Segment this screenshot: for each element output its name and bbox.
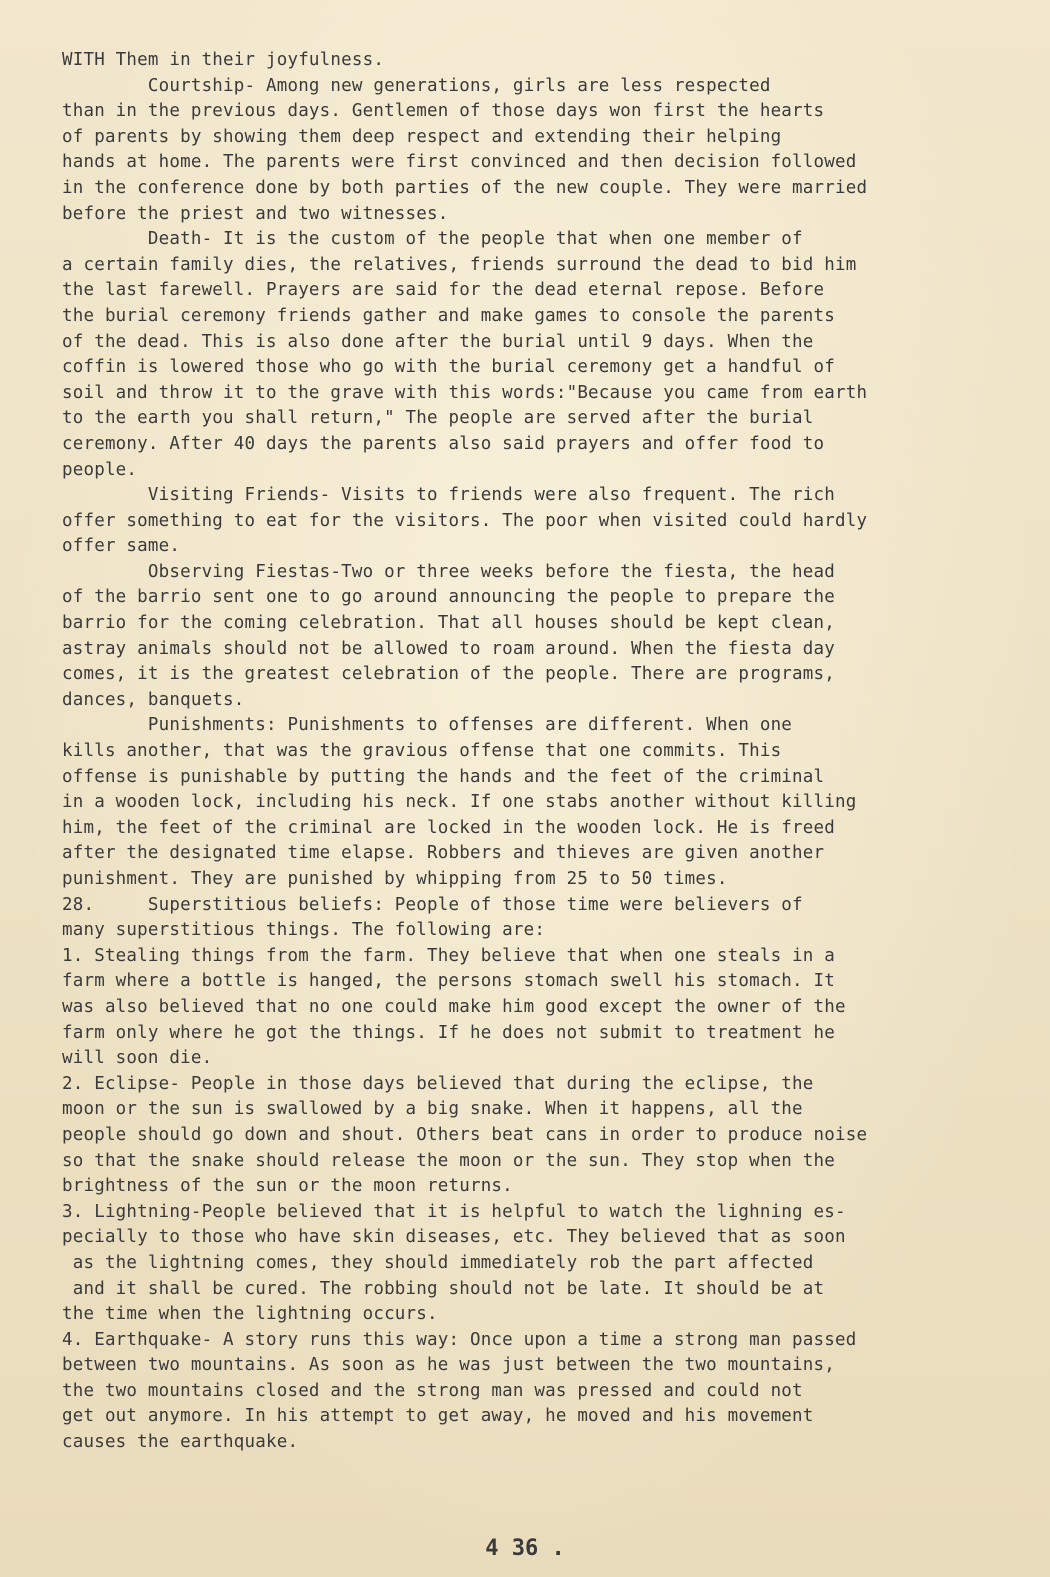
- text-line: than in the previous days. Gentlemen of those days won first the hearts: [62, 101, 825, 122]
- text-line: Observing Fiestas-Two or three weeks before the fiesta, the head: [62, 561, 835, 582]
- text-line: farm where a bottle is hanged, the persons stomach swell his stomach. It: [62, 971, 835, 992]
- document-body: [62, 48, 1012, 1456]
- text-line: Visiting Friends- Visits to friends were also frequent. The rich: [62, 485, 835, 506]
- text-line: 1. Stealing things from the farm. They believe that when one steals in a: [62, 945, 835, 966]
- text-line: before the priest and two witnesses.: [62, 203, 449, 224]
- text-line: between two mountains. As soon as he was just between the two mountains,: [62, 1355, 835, 1376]
- text-line: will soon die.: [62, 1048, 213, 1069]
- text-line: 3. Lightning-People believed that it is helpful to watch the lighning es-: [62, 1201, 846, 1222]
- text-line: offer something to eat for the visitors. The poor when visited could hardly: [62, 510, 868, 531]
- text-line: him, the feet of the criminal are locked in the wooden lock. He is freed: [62, 817, 835, 838]
- text-line: Courtship- Among new generations, girls are less respected: [62, 75, 771, 96]
- text-line: the two mountains closed and the strong man was pressed and could not: [62, 1380, 803, 1401]
- text-line: offense is punishable by putting the hands and the feet of the criminal: [62, 766, 825, 787]
- text-line: a certain family dies, the relatives, friends surround the dead to bid him: [62, 254, 857, 275]
- text-line: soil and throw it to the grave with this words:"Because you came from earth: [62, 382, 868, 403]
- text-line: of parents by showing them deep respect and extending their helping: [62, 126, 782, 147]
- text-line: Death- It is the custom of the people that when one member of: [62, 229, 803, 250]
- text-line: in the conference done by both parties of the new couple. They were married: [62, 177, 868, 198]
- text-line: WITH Them in their joyfulness.: [62, 50, 385, 70]
- page-number: 4 36 .: [485, 1536, 565, 1561]
- text-line: dances, banquets.: [62, 689, 245, 710]
- text-line: the last farewell. Prayers are said for the dead eternal repose. Before: [62, 280, 825, 301]
- text-line: ceremony. After 40 days the parents also said prayers and offer food to: [62, 433, 825, 454]
- text-line: the burial ceremony friends gather and make games to console the parents: [62, 305, 835, 326]
- text-line: astray animals should not be allowed to roam around. When the fiesta day: [62, 638, 835, 659]
- text-line: farm only where he got the things. If he does not submit to treatment he: [62, 1022, 835, 1043]
- text-line: get out anymore. In his attempt to get away, he moved and his movement: [62, 1406, 814, 1427]
- text-line: pecially to those who have skin diseases, etc. They believed that as soon: [62, 1227, 846, 1248]
- text-line: causes the earthquake.: [62, 1432, 299, 1453]
- text-line: Punishments: Punishments to offenses are different. When one: [62, 715, 793, 736]
- text-line: 4. Earthquake- A story runs this way: Once upon a time a strong man passed: [62, 1329, 857, 1350]
- text-line: people.: [62, 459, 138, 480]
- text-line: kills another, that was the gravious offense that one commits. This: [62, 741, 782, 762]
- text-line: as the lightning comes, they should immediately rob the part affected: [62, 1252, 814, 1273]
- text-line: moon or the sun is swallowed by a big snake. When it happens, all the: [62, 1099, 803, 1120]
- text-line: 2. Eclipse- People in those days believed that during the eclipse, the: [62, 1073, 814, 1094]
- text-line: punishment. They are punished by whipping from 25 to 50 times.: [62, 869, 728, 889]
- text-line: many superstitious things. The following are:: [62, 920, 546, 941]
- text-line: brightness of the sun or the moon returns.: [62, 1176, 513, 1197]
- text-line: hands at home. The parents were first convinced and then decision followed: [62, 152, 857, 173]
- text-line: to the earth you shall return," The people are served after the burial: [62, 408, 814, 429]
- text-line: of the dead. This is also done after the burial until 9 days. When the: [62, 331, 814, 352]
- text-line: comes, it is the greatest celebration of the people. There are programs,: [62, 664, 835, 685]
- text-line: people should go down and shout. Others beat cans in order to produce noise: [62, 1124, 868, 1145]
- text-line: barrio for the coming celebration. That all houses should be kept clean,: [62, 613, 835, 634]
- text-line: coffin is lowered those who go with the burial ceremony get a handful of: [62, 357, 835, 378]
- text-line: after the designated time elapse. Robbers and thieves are given another: [62, 843, 825, 864]
- text-line: of the barrio sent one to go around announcing the people to prepare the: [62, 587, 835, 608]
- text-line: so that the snake should release the moon or the sun. They stop when the: [62, 1150, 835, 1171]
- text-line: offer same.: [62, 536, 181, 557]
- text-line: and it shall be cured. The robbing should not be late. It should be at: [62, 1278, 825, 1299]
- text-line: was also believed that no one could make him good except the owner of the: [62, 996, 846, 1017]
- text-line: 28. Superstitious beliefs: People of those time were believers of: [62, 894, 803, 915]
- text-line: in a wooden lock, including his neck. If one stabs another without killing: [62, 792, 857, 813]
- text-line: the time when the lightning occurs.: [62, 1304, 438, 1325]
